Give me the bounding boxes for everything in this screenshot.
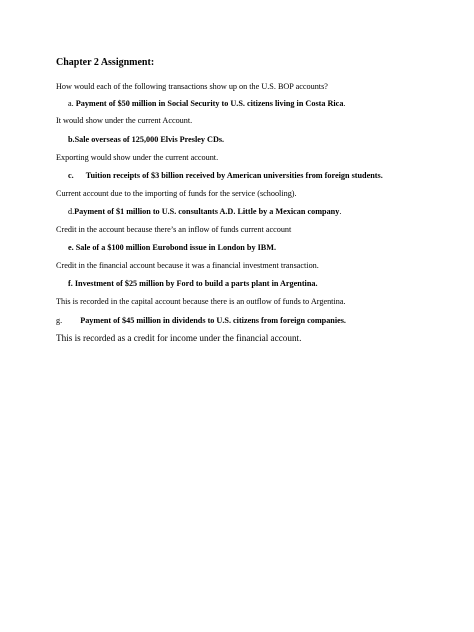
item-f-question-line xyxy=(68,278,318,289)
item-g-question: Payment of $45 million in dividends to U.S. citizens from foreign companies. xyxy=(80,316,346,325)
item-d-answer: Credit in the account because there’s an inflow of funds current account xyxy=(56,225,292,234)
item-e-question: Sale of a $100 million Eurobond issue in London by IBM. xyxy=(75,243,277,252)
item-b-answer: Exporting would show under the current account. xyxy=(56,153,219,162)
item-a-question: Payment of $50 million in Social Security to U.S. citizens living in Costa Rica xyxy=(75,99,344,108)
item-a-answer: It would show under the current Account. xyxy=(56,116,193,125)
item-f-question: Investment of $25 million by Ford to build a parts plant in Argentina. xyxy=(74,279,318,288)
item-b-question-line xyxy=(68,134,224,145)
item-e-marker: e. xyxy=(68,243,74,252)
item-d-trail: . xyxy=(339,207,342,216)
item-d-question-line xyxy=(68,206,341,217)
item-b-question: Sale overseas of 125,000 Elvis Presley CDs. xyxy=(74,135,225,144)
item-d-question: Payment of $1 million to U.S. consultants A.D. Little by a Mexican company xyxy=(74,207,340,216)
item-d-marker: d. xyxy=(68,207,75,216)
intro-text: How would each of the following transactions show up on the U.S. BOP accounts? xyxy=(56,82,328,91)
item-a-trail: . xyxy=(343,99,346,108)
document-title: Chapter 2 Assignment: xyxy=(56,57,155,68)
item-f-answer: This is recorded in the capital account because there is an outflow of funds to Argentina. xyxy=(56,297,346,306)
item-g-marker: g. xyxy=(56,316,63,325)
item-a-question-line xyxy=(68,98,345,109)
item-c-question-line xyxy=(68,170,383,181)
item-f-marker: f. xyxy=(68,279,73,288)
item-c-answer: Current account due to the importing of funds for the service (schooling). xyxy=(56,189,297,198)
item-e-answer: Credit in the financial account because it was a financial investment transaction. xyxy=(56,261,319,270)
item-c-question: Tuition receipts of $3 billion received by American universities from foreign students. xyxy=(85,171,383,180)
item-g-answer: This is recorded as a credit for income under the financial account. xyxy=(56,333,302,343)
item-b-marker: b. xyxy=(68,135,75,144)
item-e-question-line xyxy=(68,242,276,253)
item-c-marker: c. xyxy=(68,171,74,180)
item-g-question-line xyxy=(56,315,346,326)
item-a-marker: a. xyxy=(68,99,74,108)
